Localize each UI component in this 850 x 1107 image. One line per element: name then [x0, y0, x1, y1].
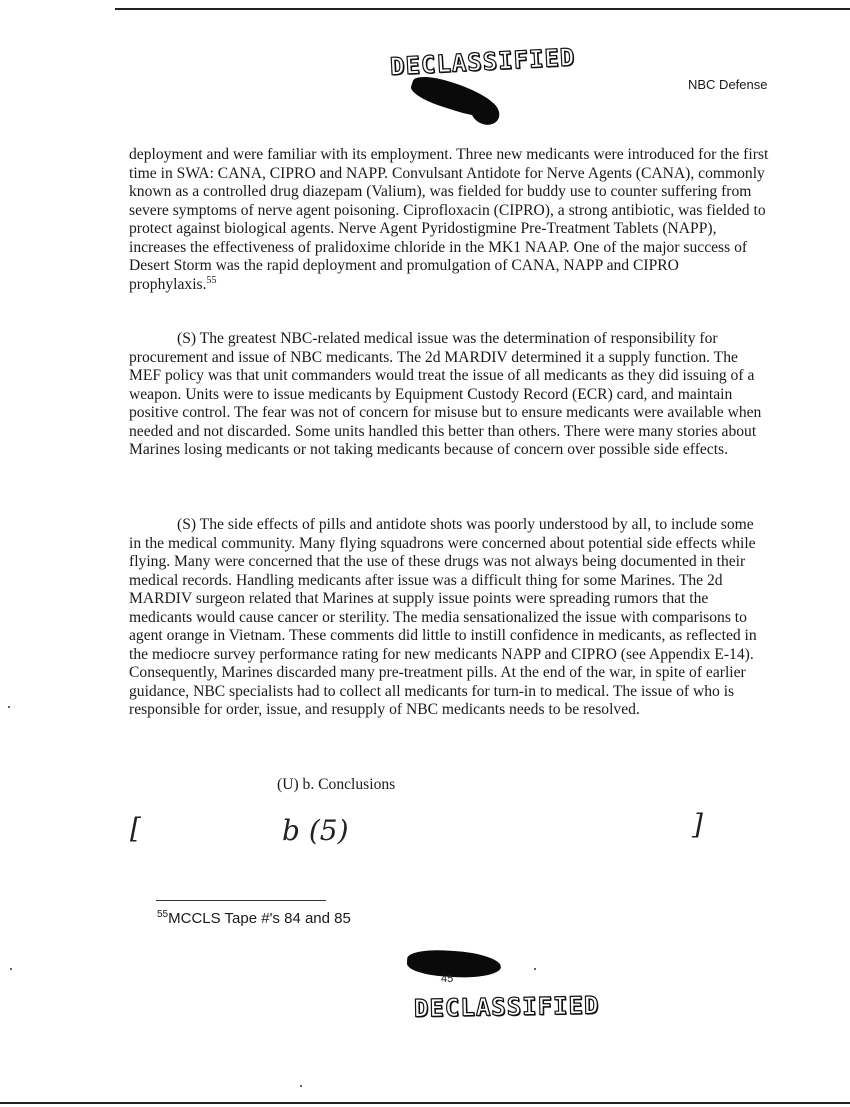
- handwritten-exemption-code: b (5): [282, 814, 349, 847]
- scan-speck: [300, 1085, 302, 1087]
- bottom-border-rule: [0, 1102, 850, 1104]
- declassified-stamp-top: DECLASSIFIED: [389, 43, 576, 81]
- footnote-reference: 55: [206, 274, 217, 286]
- running-header: NBC Defense: [688, 77, 768, 92]
- paragraph-text: deployment and were familiar with its employment. Three new medicants were introduced for the first time in SWA: CANA, CIPRO and NAPP. Convulsant Antidote for Nerve Agents (CANA), commonly known as a controlled drug diazepam (Valium), was fielded for buddy use to counter suffering from severe symptoms of nerve agent poisoning. Ciprofloxacin (CIPRO), a strong antibiotic, was fielded to protect against biological agents. Nerve Agent Pyridostigmine Pre-Treatment Tablets (NAPP), increases the effectiveness of pralidoxime chloride in the MK1 NAAP. One of the major success of Desert Storm was the rapid deployment and promulgation of CANA, NAPP and CIPRO prophylaxis.: [129, 146, 769, 293]
- scan-speck: [534, 968, 536, 970]
- redaction-blot-bottom: [406, 949, 501, 980]
- top-border-rule: [115, 8, 850, 10]
- scan-speck: [10, 968, 12, 970]
- footnote: [157, 910, 351, 927]
- paragraph-responsibility: (S) The greatest NBC-related medical issue was the determination of responsibility for procurement and issue of NBC medicants. The 2d MARDIV determined it a supply function. The MEF policy was that unit commanders would treat the issue of all medicants as they did issuing of a weapon. Units were to issue medicants by Equipment Custody Record (ECR) card, and maintain positive control. The fear was not of concern for misuse but to ensure medicants were available when needed and not discarded. Some units handled this better than others. There were many stories about Marines losing medicants or not taking medicants because of concern over possible side effects.: [129, 330, 762, 458]
- handwritten-bracket-left: [: [130, 812, 141, 845]
- declassified-stamp-bottom: DECLASSIFIED: [413, 991, 600, 1023]
- paragraph-medicants-intro: [129, 146, 769, 294]
- handwritten-bracket-right: ]: [692, 808, 703, 841]
- footnote-separator: [156, 900, 326, 901]
- page-number: 45: [441, 973, 454, 985]
- paragraph-side-effects: (S) The side effects of pills and antidote shots was poorly understood by all, to include some in the medical community. Many flying squadrons were concerned about potential side effects while flying. Many were concerned that the use of these drugs was not always being documented in their medical records. Handling medicants after issue was a difficult thing for some Marines. The 2d MARDIV surgeon related that Marines at supply issue points were spreading rumors that the medicants would cause cancer or sterility. The media sensationalized the issue with comparisons to agent orange in Vietnam. These comments did little to instill confidence in medicants, as reflected in the mediocre survey performance rating for new medicants NAPP and CIPRO (see Appendix E-14). Consequently, Marines discarded many pre-treatment pills. At the end of the war, in spite of earlier guidance, NBC specialists had to collect all medicants for turn-in to medical. The issue of who is responsible for order, issue, and resupply of NBC medicants needs to be resolved.: [129, 516, 757, 718]
- scan-speck: [8, 706, 10, 708]
- footnote-text: MCCLS Tape #'s 84 and 85: [168, 910, 351, 927]
- footnote-marker: 55: [157, 909, 169, 920]
- conclusions-heading: (U) b. Conclusions: [277, 776, 396, 793]
